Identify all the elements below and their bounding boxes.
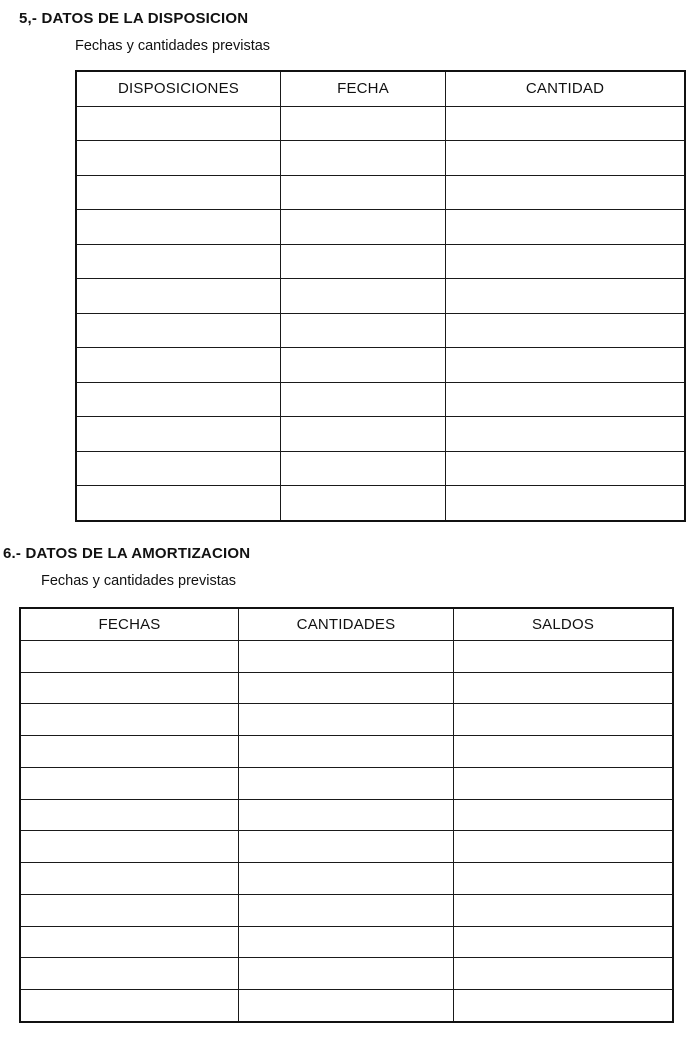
table-row xyxy=(21,703,672,735)
table-cell[interactable] xyxy=(280,245,445,279)
table-cell[interactable] xyxy=(21,673,238,704)
table-cell[interactable] xyxy=(77,245,280,279)
table-cell[interactable] xyxy=(21,990,238,1021)
table-row xyxy=(21,989,672,1021)
table-cell[interactable] xyxy=(77,383,280,417)
table-cell[interactable] xyxy=(453,641,672,672)
column-header: SALDOS xyxy=(453,609,672,640)
table-cell[interactable] xyxy=(77,107,280,141)
table-row xyxy=(77,140,684,175)
table-cell[interactable] xyxy=(238,958,453,989)
table-cell[interactable] xyxy=(238,736,453,767)
table-cell[interactable] xyxy=(21,800,238,831)
table-cell[interactable] xyxy=(280,452,445,486)
column-header: CANTIDADES xyxy=(238,609,453,640)
table-row xyxy=(21,735,672,767)
table-cell[interactable] xyxy=(238,641,453,672)
column-header: DISPOSICIONES xyxy=(118,80,239,98)
table-cell[interactable] xyxy=(21,768,238,799)
table-cell[interactable] xyxy=(453,863,672,894)
table-row xyxy=(77,313,684,348)
table-row xyxy=(77,382,684,417)
table-cell[interactable] xyxy=(21,927,238,958)
table-cell[interactable] xyxy=(453,673,672,704)
table-cell[interactable] xyxy=(238,673,453,704)
table-cell[interactable] xyxy=(453,768,672,799)
table-row xyxy=(77,347,684,382)
table-cell[interactable] xyxy=(453,927,672,958)
table-cell[interactable] xyxy=(453,958,672,989)
table-row xyxy=(21,894,672,926)
table-cell[interactable] xyxy=(453,800,672,831)
section-6-subtitle: Fechas y cantidades previstas xyxy=(41,573,237,589)
table-cell[interactable] xyxy=(238,927,453,958)
table-row xyxy=(77,485,684,520)
table-cell[interactable] xyxy=(280,486,445,520)
amortizacion-table xyxy=(19,607,674,1023)
table-row xyxy=(21,767,672,799)
column-header: FECHAS xyxy=(98,615,161,633)
table-cell[interactable] xyxy=(453,704,672,735)
table-cell[interactable] xyxy=(280,141,445,175)
table-cell[interactable] xyxy=(77,348,280,382)
table-row xyxy=(77,244,684,279)
table-cell[interactable] xyxy=(238,768,453,799)
column-header: FECHA xyxy=(280,72,445,106)
table-cell[interactable] xyxy=(238,863,453,894)
table-row xyxy=(77,106,684,141)
table-cell[interactable] xyxy=(453,895,672,926)
table-cell[interactable] xyxy=(445,486,684,520)
table-row xyxy=(21,830,672,862)
table-row xyxy=(77,175,684,210)
column-header: CANTIDAD xyxy=(445,72,684,106)
table-cell[interactable] xyxy=(77,141,280,175)
table-row xyxy=(77,209,684,244)
table-row xyxy=(21,862,672,894)
table-cell[interactable] xyxy=(238,990,453,1021)
table-cell[interactable] xyxy=(238,800,453,831)
table-cell[interactable] xyxy=(77,279,280,313)
table-cell[interactable] xyxy=(238,831,453,862)
table-cell[interactable] xyxy=(21,958,238,989)
table-cell[interactable] xyxy=(77,452,280,486)
table-cell[interactable] xyxy=(445,107,684,141)
table-cell[interactable] xyxy=(445,141,684,175)
table-cell[interactable] xyxy=(77,417,280,451)
table-cell[interactable] xyxy=(280,314,445,348)
table-cell[interactable] xyxy=(21,641,238,672)
table-cell[interactable] xyxy=(280,176,445,210)
disposicion-table xyxy=(75,70,686,522)
table-row xyxy=(21,640,672,672)
table-row xyxy=(77,416,684,451)
section-5-subtitle: Fechas y cantidades previstas xyxy=(75,38,271,54)
table-cell[interactable] xyxy=(280,107,445,141)
table-cell[interactable] xyxy=(445,417,684,451)
table-row xyxy=(21,799,672,831)
table-cell[interactable] xyxy=(453,831,672,862)
table-cell[interactable] xyxy=(238,895,453,926)
table-cell[interactable] xyxy=(445,279,684,313)
table-cell[interactable] xyxy=(445,383,684,417)
table-header-row xyxy=(21,609,672,640)
table-cell[interactable] xyxy=(445,314,684,348)
table-row xyxy=(21,926,672,958)
section-5-title: 5,- DATOS DE LA DISPOSICION xyxy=(19,10,249,27)
table-cell[interactable] xyxy=(453,736,672,767)
table-cell[interactable] xyxy=(77,210,280,244)
table-cell[interactable] xyxy=(21,895,238,926)
table-cell[interactable] xyxy=(21,831,238,862)
table-cell[interactable] xyxy=(445,210,684,244)
table-cell[interactable] xyxy=(445,176,684,210)
table-cell[interactable] xyxy=(21,736,238,767)
table-cell[interactable] xyxy=(445,348,684,382)
table-cell[interactable] xyxy=(280,279,445,313)
table-cell[interactable] xyxy=(21,704,238,735)
table-cell[interactable] xyxy=(445,452,684,486)
table-row xyxy=(21,957,672,989)
table-row xyxy=(77,451,684,486)
table-cell[interactable] xyxy=(280,210,445,244)
table-header-row xyxy=(77,72,684,106)
table-cell[interactable] xyxy=(77,486,280,520)
table-row xyxy=(21,672,672,704)
table-cell[interactable] xyxy=(453,990,672,1021)
table-cell[interactable] xyxy=(21,863,238,894)
table-cell[interactable] xyxy=(280,383,445,417)
table-row xyxy=(77,278,684,313)
table-cell[interactable] xyxy=(77,176,280,210)
table-cell[interactable] xyxy=(77,314,280,348)
table-cell[interactable] xyxy=(238,704,453,735)
table-cell[interactable] xyxy=(280,417,445,451)
section-6-title: 6.- DATOS DE LA AMORTIZACION xyxy=(3,545,251,562)
table-cell[interactable] xyxy=(445,245,684,279)
table-cell[interactable] xyxy=(280,348,445,382)
